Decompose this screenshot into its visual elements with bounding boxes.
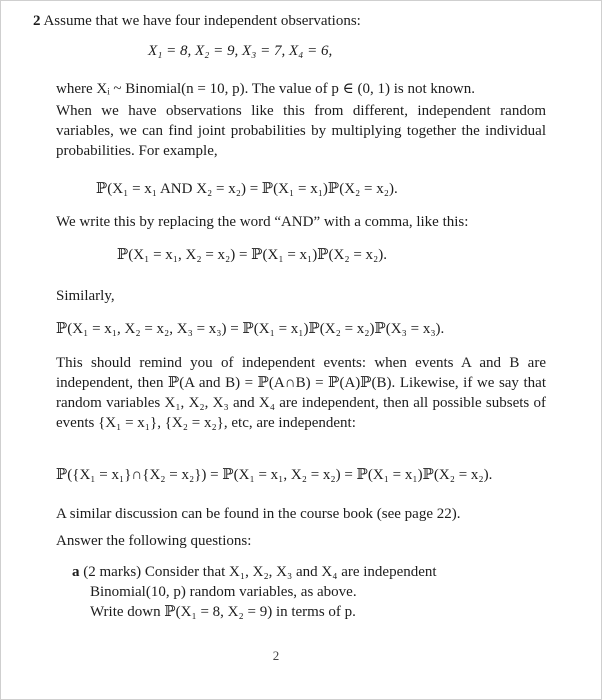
part-a-line3: Write down ℙ(X₁ = 8, X₂ = 9) in terms of p. [90,604,356,620]
part-a-line2: Binomial(10, p) random variables, as above. [90,584,357,600]
question-intro: Assume that we have four independent observations: [43,13,361,29]
part-a-text-line1: (2 marks) Consider that X₁, X₂, X₃ and X₄ are independent [83,564,437,580]
page-number: 2 [272,648,280,663]
replace-text: We write this by replacing the word “AND” with a comma, like this: [56,214,469,230]
equation-comma: ℙ(X₁ = x₁, X₂ = x₂) = ℙ(X₁ = x₁)ℙ(X₂ = x₂). [117,247,388,263]
observations-equation: X₁ = 8, X₂ = 9, X₃ = 7, X₄ = 6, [148,43,333,59]
answer-prompt: Answer the following questions: [56,533,252,549]
question-header [33,12,361,31]
equation-and: ℙ(X₁ = x₁ AND X₂ = x₂) = ℙ(X₁ = x₁)ℙ(X₂ = x₂). [96,181,398,197]
part-a-line1 [72,563,437,582]
course-book-text: A similar discussion can be found in the course book (see page 22). [56,506,461,522]
joint-probability-paragraph: When we have observations like this from different, independent random variables, we can find joint probabilities by multiplying together the individual probabilities. For example, [56,103,546,159]
equation-three: ℙ(X₁ = x₁, X₂ = x₂, X₃ = x₃) = ℙ(X₁ = x₁)ℙ(X₂ = x₂)ℙ(X₃ = x₃). [56,321,445,337]
equation-sets: ℙ({X₁ = x₁}∩{X₂ = x₂}) = ℙ(X₁ = x₁, X₂ = x₂) = ℙ(X₁ = x₁)ℙ(X₂ = x₂). [56,467,493,483]
independence-paragraph: This should remind you of independent events: when events A and B are independent, then ℙ(A and B) = ℙ(A∩B) = ℙ(A)ℙ(B). Likewise, if we say that random variables X₁, X₂, X₃ and X₄ are independent, then all possible subsets of events {X₁ = x₁}, {X₂ = x₂}, etc, are independent: [56,355,546,431]
part-a-label: a [72,564,80,580]
similarly-text: Similarly, [56,288,115,304]
distribution-line: where Xᵢ ~ Binomial(n = 10, p). The value of p ∈ (0, 1) is not known. [56,81,475,97]
question-number: 2 [33,13,41,29]
